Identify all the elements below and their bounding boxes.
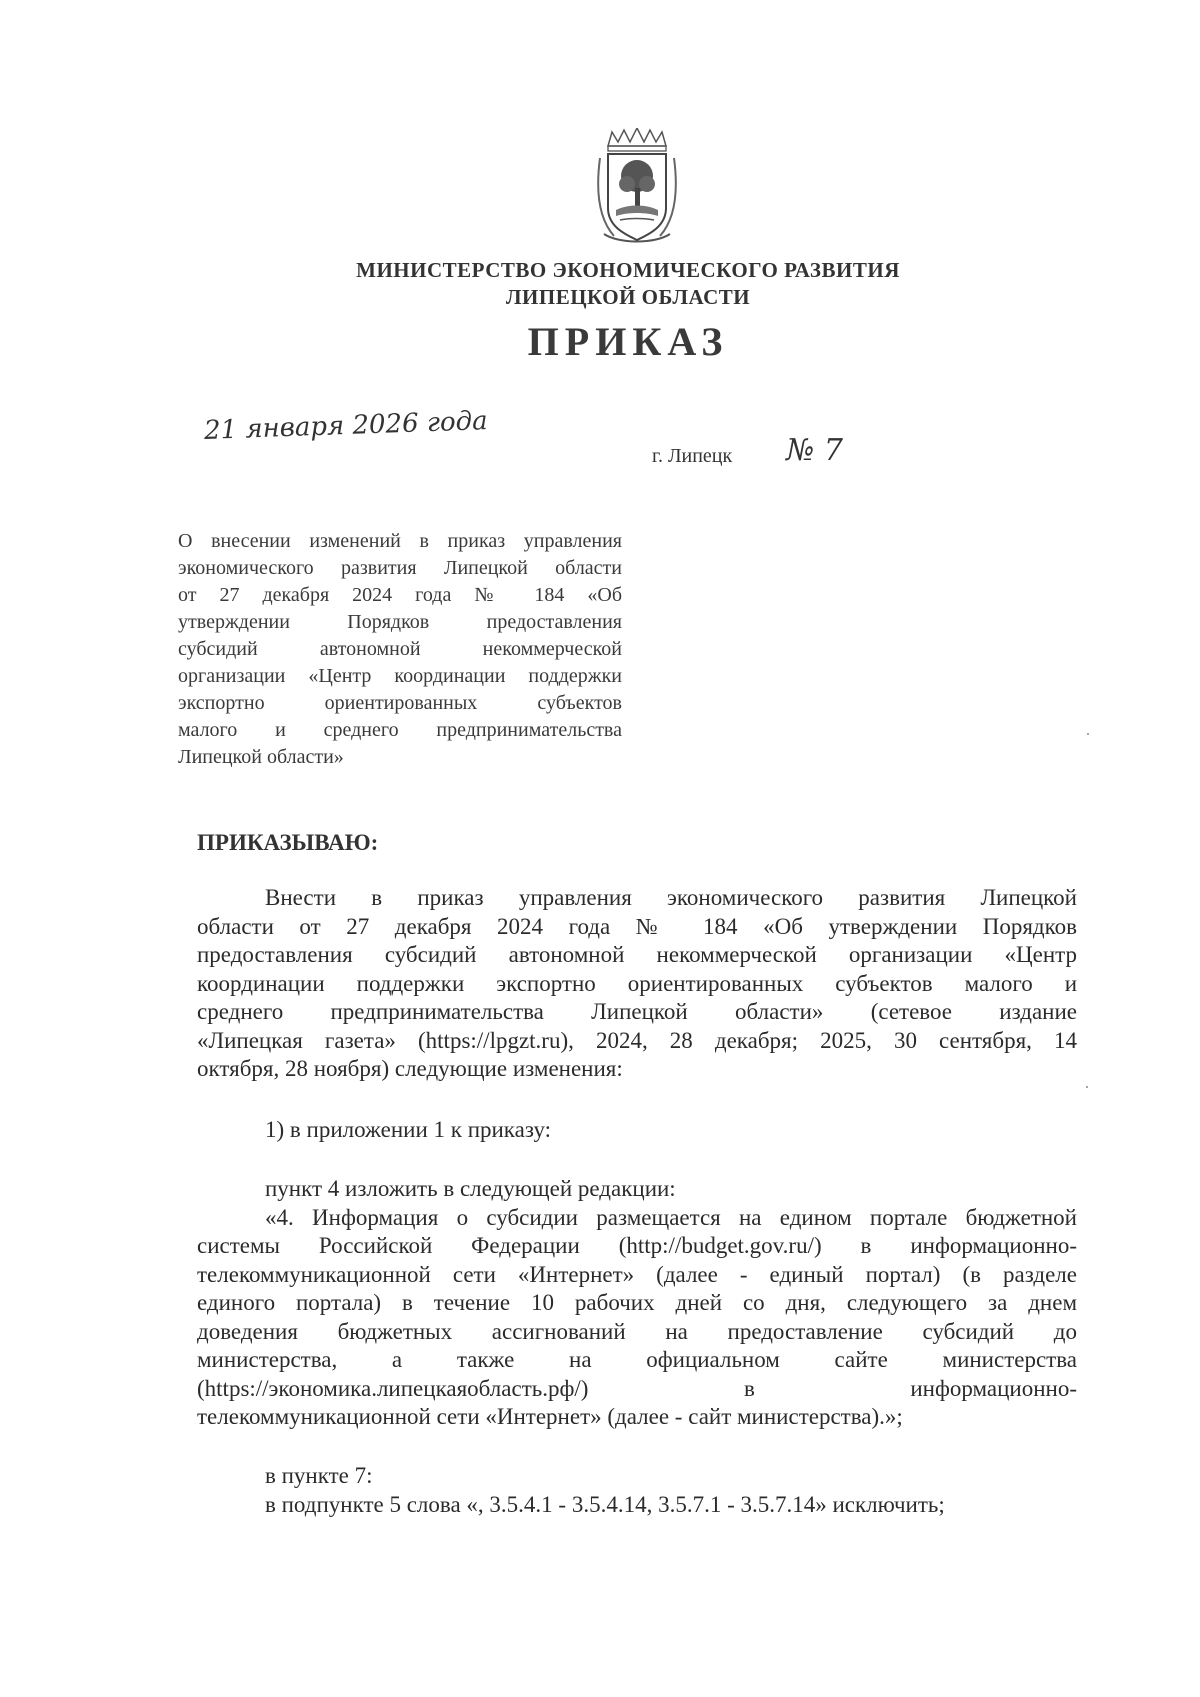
- body-line: единого портала) в течение 10 рабочих дней со дня, следующего за днем: [197, 1290, 1077, 1315]
- scan-speck: [1087, 733, 1089, 735]
- body-line: области от 27 декабря 2024 года № 184 «Об утверждении Порядков: [197, 913, 1077, 939]
- body-line: телекоммуникационной сети «Интернет» (далее - единый портал) (в разделе: [197, 1261, 1077, 1287]
- order-directive: ПРИКАЗЫВАЮ:: [197, 830, 379, 855]
- paragraph-point-4: [197, 1175, 1077, 1432]
- scan-speck: [1086, 1086, 1088, 1088]
- subject-line: субсидий автономной некоммерческой: [178, 638, 622, 660]
- subject-line: от 27 декабря 2024 года № 184 «Об: [178, 584, 622, 606]
- body-line: предоставления субсидий автономной некоммерческой организации «Центр: [197, 942, 1077, 967]
- handwritten-date: 21 января 2026 года: [203, 406, 489, 446]
- body-line: «Липецкая газета» (https://lpgzt.ru), 2024, 28 декабря; 2025, 30 сентября, 14: [197, 1027, 1077, 1053]
- body-line: министерства, а также на официальном сайте министерства: [197, 1347, 1077, 1372]
- body-line: доведения бюджетных ассигнований на предоставление субсидий до: [197, 1318, 1077, 1344]
- body-line: в пункте 7:: [265, 1463, 373, 1488]
- subject-line: организации «Центр координации поддержки: [178, 665, 622, 687]
- body-line: системы Российской Федерации (http://budget.gov.ru/) в информационно-: [197, 1233, 1077, 1258]
- subject-line: малого и среднего предпринимательства: [178, 719, 622, 741]
- coat-of-arms-icon: [594, 128, 680, 248]
- order-subject: [178, 528, 622, 771]
- body-line: пункт 4 изложить в следующей редакции:: [265, 1176, 676, 1201]
- document-type-title: ПРИКАЗ: [527, 319, 729, 364]
- body-line: телекоммуникационной сети «Интернет» (далее - сайт министерства).»;: [197, 1404, 903, 1429]
- body-line: Внести в приказ управления экономического развития Липецкой: [265, 885, 1077, 910]
- city-label: г. Липецк: [652, 445, 733, 467]
- paragraph-point-7: [197, 1462, 1077, 1519]
- paragraph-item-1: [197, 1116, 1077, 1145]
- body-line: координации поддержки экспортно ориентированных субъектов малого и: [197, 970, 1077, 996]
- paragraph-amendment-intro: [197, 884, 1077, 1084]
- subject-line: О внесении изменений в приказ управления: [178, 530, 622, 552]
- body-line: октября, 28 ноября) следующие изменения:: [197, 1056, 623, 1081]
- ministry-name-line-2: ЛИПЕЦКОЙ ОБЛАСТИ: [505, 285, 751, 309]
- body-line: 1) в приложении 1 к приказу:: [265, 1117, 552, 1142]
- subject-line: Липецкой области»: [178, 746, 344, 768]
- subject-line: экспортно ориентированных субъектов: [178, 692, 622, 714]
- body-line: (https://экономика.липецкаяобласть.рф/) в информационно-: [197, 1375, 1077, 1401]
- subject-line: утверждении Порядков предоставления: [178, 611, 622, 633]
- handwritten-order-number: № 7: [786, 433, 844, 468]
- body-line: среднего предпринимательства Липецкой области» (сетевое издание: [197, 999, 1077, 1024]
- ministry-name-line-1: МИНИСТЕРСТВО ЭКОНОМИЧЕСКОГО РАЗВИТИЯ: [356, 258, 900, 282]
- body-line: «4. Информация о субсидии размещается на едином портале бюджетной: [265, 1204, 1077, 1230]
- body-line: в подпункте 5 слова «, 3.5.4.1 - 3.5.4.14, 3.5.7.1 - 3.5.7.14» исключить;: [265, 1491, 945, 1517]
- subject-line: экономического развития Липецкой области: [178, 557, 622, 579]
